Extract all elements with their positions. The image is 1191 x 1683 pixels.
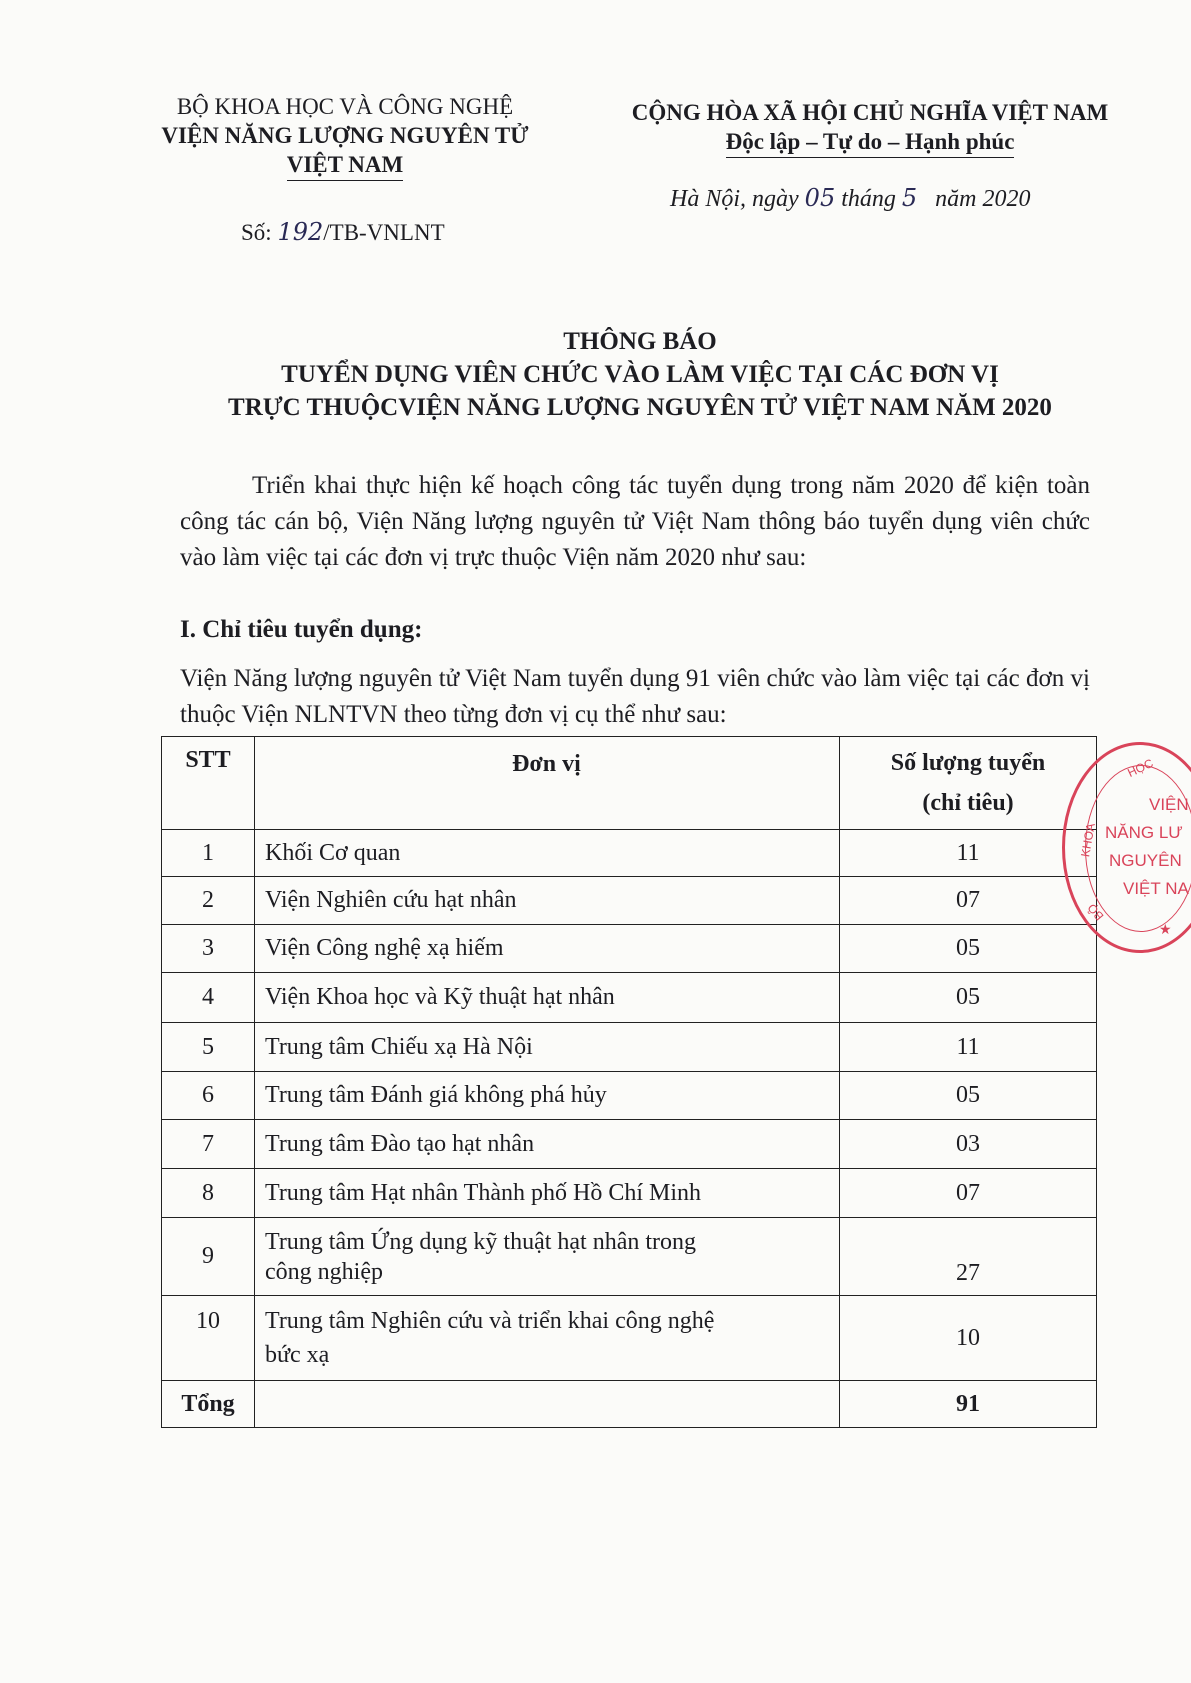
number-prefix: Số: (241, 220, 272, 245)
table-row (162, 877, 1097, 925)
number-handwritten: 192 (277, 218, 324, 246)
header-left (150, 92, 540, 181)
seal-line3: NGUYÊN (1109, 851, 1182, 870)
table-row (162, 973, 1097, 1023)
header-unit: Đơn vị (255, 737, 840, 830)
row-count: 10 (840, 1296, 1097, 1381)
row-stt: 3 (162, 925, 255, 973)
date-month-handwritten: 5 (901, 184, 918, 212)
table-row (162, 830, 1097, 877)
row-unit (255, 1218, 840, 1296)
intro-paragraph: Triển khai thực hiện kế hoạch công tác tuyển dụng trong năm 2020 để kiện toàn công tác cán bộ, Viện Năng lượng nguyên tử Việt Nam thông báo tuyển dụng viên chức vào làm việc tại các đơn vị trực thuộc Viện năm 2020 như sau: (180, 472, 1090, 571)
institute-name-line1: VIỆN NĂNG LƯỢNG NGUYÊN TỬ (161, 123, 529, 148)
seal-arc-side: KHOA (1078, 822, 1098, 858)
motto: Độc lập – Tự do – Hạnh phúc (726, 127, 1015, 158)
row-stt: 7 (162, 1120, 255, 1169)
total-value: 91 (840, 1381, 1097, 1428)
date-line (670, 184, 1031, 213)
row-unit: Viện Nghiên cứu hạt nhân (255, 877, 840, 925)
republic-name: CỘNG HÒA XÃ HỘI CHỦ NGHĨA VIỆT NAM (631, 100, 1109, 125)
section-text: Viện Năng lượng nguyên tử Việt Nam tuyển dụng 91 viên chức vào làm việc tại các đơn vị thuộc Viện NLNTVN theo từng đơn vị cụ thể như sau: (180, 665, 1090, 728)
total-label: Tổng (162, 1381, 255, 1428)
row-unit-line2: công nghiệp (265, 1258, 383, 1285)
row-count: 05 (840, 1072, 1097, 1120)
row-unit: Trung tâm Đánh giá không phá hủy (255, 1072, 840, 1120)
row-stt: 9 (162, 1218, 255, 1296)
row-stt: 4 (162, 973, 255, 1023)
row-unit: Viện Công nghệ xạ hiếm (255, 925, 840, 973)
row-stt: 5 (162, 1023, 255, 1072)
number-suffix: /TB-VNLNT (323, 220, 445, 245)
date-place: Hà Nội, ngày (670, 186, 799, 212)
header-count-line2: (chỉ tiêu) (922, 790, 1014, 816)
table-row (162, 1169, 1097, 1218)
table-total-row (162, 1381, 1097, 1428)
table-header-row (162, 737, 1097, 830)
table-row (162, 1072, 1097, 1120)
title-heading: THÔNG BÁO (563, 328, 717, 355)
seal-arc-top: HỌC (1125, 756, 1156, 780)
institute-name-line2: VIỆT NAM (287, 150, 404, 181)
row-count: 05 (840, 973, 1097, 1023)
header-count-line1: Số lượng tuyển (890, 750, 1046, 776)
row-unit-line1: Trung tâm Ứng dụng kỹ thuật hạt nhân trong (265, 1228, 697, 1255)
row-count: 05 (840, 925, 1097, 973)
row-count: 07 (840, 877, 1097, 925)
document-title (150, 325, 1130, 424)
row-stt: 6 (162, 1072, 255, 1120)
row-unit: Viện Khoa học và Kỹ thuật hạt nhân (255, 973, 840, 1023)
row-count: 03 (840, 1120, 1097, 1169)
seal-arc-bottom: BỘ (1084, 900, 1107, 924)
row-count: 11 (840, 1023, 1097, 1072)
header-count (840, 737, 1097, 830)
table-row (162, 925, 1097, 973)
table-row (162, 1218, 1097, 1296)
ministry-name: BỘ KHOA HỌC VÀ CÔNG NGHỆ (176, 94, 514, 119)
date-month-label: tháng (841, 186, 896, 212)
table-row (162, 1296, 1097, 1381)
table-row (162, 1023, 1097, 1072)
seal-line2: NĂNG LƯ (1105, 823, 1183, 842)
row-stt: 2 (162, 877, 255, 925)
row-unit: Trung tâm Hạt nhân Thành phố Hồ Chí Minh (255, 1169, 840, 1218)
row-stt: 1 (162, 830, 255, 877)
table-row (162, 1120, 1097, 1169)
row-stt: 8 (162, 1169, 255, 1218)
row-unit-line2: bức xạ (265, 1342, 330, 1368)
date-day-handwritten: 05 (804, 184, 836, 212)
row-unit: Trung tâm Chiếu xạ Hà Nội (255, 1023, 840, 1072)
row-count: 07 (840, 1169, 1097, 1218)
title-line1: TUYỂN DỤNG VIÊN CHỨC VÀO LÀM VIỆC TẠI CÁC ĐƠN VỊ (281, 361, 999, 388)
row-unit: Khối Cơ quan (255, 830, 840, 877)
seal-line1: VIỆN (1149, 795, 1189, 814)
row-count: 27 (840, 1218, 1097, 1296)
row-unit (255, 1296, 840, 1381)
header-stt: STT (162, 737, 255, 830)
recruitment-table (161, 736, 1097, 1428)
seal-line4: VIỆT NA (1123, 879, 1189, 898)
header-right (610, 98, 1130, 158)
row-unit-line1: Trung tâm Nghiên cứu và triển khai công nghệ (265, 1308, 715, 1334)
row-unit: Trung tâm Đào tạo hạt nhân (255, 1120, 840, 1169)
seal-star-icon: ★ (1159, 921, 1172, 937)
date-year: năm 2020 (935, 186, 1031, 212)
row-stt: 10 (162, 1296, 255, 1381)
document-number (241, 218, 445, 246)
total-empty-cell (255, 1381, 840, 1428)
row-count: 11 (840, 830, 1097, 877)
title-line2: TRỰC THUỘCVIỆN NĂNG LƯỢNG NGUYÊN TỬ VIỆT NAM NĂM 2020 (228, 394, 1052, 421)
section-heading: I. Chỉ tiêu tuyển dụng: (180, 616, 423, 643)
